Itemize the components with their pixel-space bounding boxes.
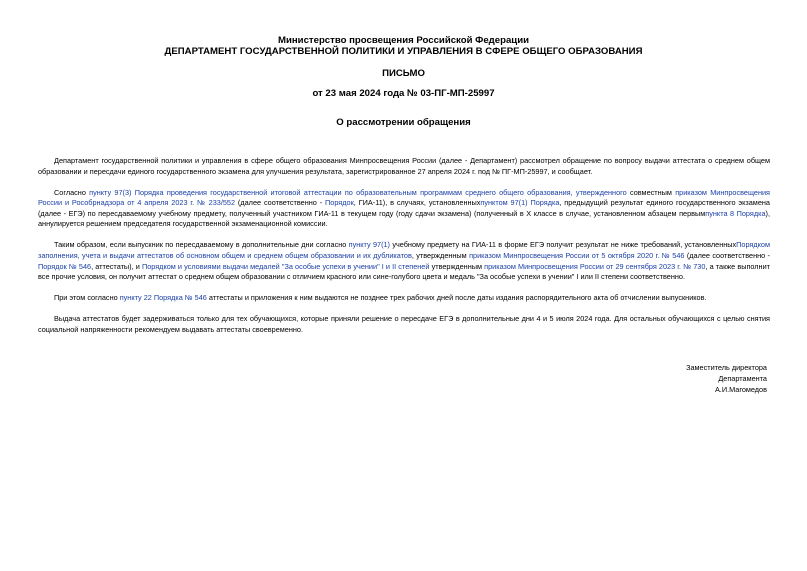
link-point-97-1[interactable]: пунктом 97(1) Порядка xyxy=(480,198,560,208)
signatory-unit: Департамента xyxy=(718,374,767,383)
paragraph-2 xyxy=(38,188,770,230)
link-procedure-546[interactable]: Порядок № 546 xyxy=(38,261,92,271)
link-procedure[interactable]: Порядок xyxy=(325,198,354,208)
text: При этом согласно xyxy=(54,293,120,303)
paragraph-5: Выдача аттестатов будет задерживаться только для тех обучающихся, которые приняли решение о пересдаче ЕГЭ в дополнительные дни 4 и 5 июля 2024 года. Для остальных обучающихся с целью снятия социальной напряженности рекомендуем выдавать аттестаты своевременно. xyxy=(38,314,770,334)
letter-body xyxy=(38,156,770,346)
link-point-97-1[interactable]: пункту 97(1) xyxy=(348,240,390,250)
link-procedure-point-97-3[interactable]: пункту 97(3) Порядка проведения государственной итоговой аттестации по образовательным программам среднего общего образования, утвержденного xyxy=(89,187,627,197)
link-point-8[interactable]: пункта 8 Порядка xyxy=(705,208,766,218)
text: Согласно xyxy=(54,187,90,197)
text: аттестаты и приложения к ним выдаются не позднее трех рабочих дней после даты издания распорядительного акта об отчислении выпускников. xyxy=(206,293,707,303)
paragraph-3 xyxy=(38,240,770,282)
link-medals-procedure[interactable]: Порядком и условиями выдачи медалей "За особые успехи в учении" I и II степеней xyxy=(141,261,430,271)
ministry-name: Министерство просвещения Российской Федерации xyxy=(278,35,529,46)
text: , предыдущий результат единого государственного экзамена (далее - ЕГЭ) по пересдаваемому учебному предмету, полученный участником ГИА-11 в текущем году (году сдачи экзамена) (полученный в X классе в случае, установленном абзацем первым xyxy=(38,198,770,218)
department-name: ДЕПАРТАМЕНТ ГОСУДАРСТВЕННОЙ ПОЛИТИКИ И УПРАВЛЕНИЯ В СФЕРЕ ОБЩЕГО ОБРАЗОВАНИЯ xyxy=(164,46,643,57)
text: , аттестаты), и xyxy=(91,261,142,271)
link-certificates-procedure[interactable]: Порядком заполнения, учета и выдачи аттестатов об основном общем и среднем общем образовании и их дубликатов xyxy=(38,240,770,260)
text: (далее соответственно - xyxy=(235,198,326,208)
signature-block xyxy=(686,362,767,395)
text: утвержденным xyxy=(429,261,485,271)
text: Таким образом, если выпускник по пересдаваемому в дополнительные дни согласно xyxy=(54,240,349,250)
document-type: ПИСЬМО xyxy=(382,68,425,79)
document-subject: О рассмотрении обращения xyxy=(336,117,471,128)
text: совместным xyxy=(626,187,676,197)
text: , а также выполнит все прочие условия, он получит аттестат о среднем общем образовании с отличием красного или сине-голубого цвета и медаль "За особые успехи в учении" I или II степени соответственно. xyxy=(38,261,770,282)
paragraph-4 xyxy=(38,293,770,304)
link-order-730[interactable]: приказом Минпросвещения России от 29 сентября 2023 г. № 730 xyxy=(484,261,706,271)
text: ), аннулируется решением председателя государственной экзаменационной комиссии. xyxy=(38,208,770,229)
link-order-546[interactable]: приказом Минпросвещения России от 5 октября 2020 г. № 546 xyxy=(469,250,685,260)
text: , ГИА-11), в случаях, установленных xyxy=(353,198,481,208)
text: учебному предмету на ГИА-11 в форме ЕГЭ получит результат не ниже требований, установленных xyxy=(389,240,737,250)
paragraph-1: Департамент государственной политики и управления в сфере общего образования Минпросвещения России (далее - Департамент) рассмотрел обращение по вопросу выдачи аттестата о среднем общем образовании и пересдачи единого государственного экзамена для улучшения результата, зарегистрированное 27 апреля 2024 г. под № ПГ-МП-25997, и сообщает. xyxy=(38,156,770,176)
document-date-number: от 23 мая 2024 года № 03-ПГ-МП-25997 xyxy=(312,88,495,99)
link-order-233-552[interactable]: приказом Минпросвещения России и Рособрнадзора от 4 апреля 2023 г. № 233/552 xyxy=(38,187,770,208)
signatory-name: А.И.Магомедов xyxy=(714,385,767,394)
link-point-22-procedure-546[interactable]: пункту 22 Порядка № 546 xyxy=(119,293,207,303)
signatory-position: Заместитель директора xyxy=(686,363,767,372)
text: , утвержденным xyxy=(411,250,470,260)
text: (далее соответственно - xyxy=(684,250,770,260)
